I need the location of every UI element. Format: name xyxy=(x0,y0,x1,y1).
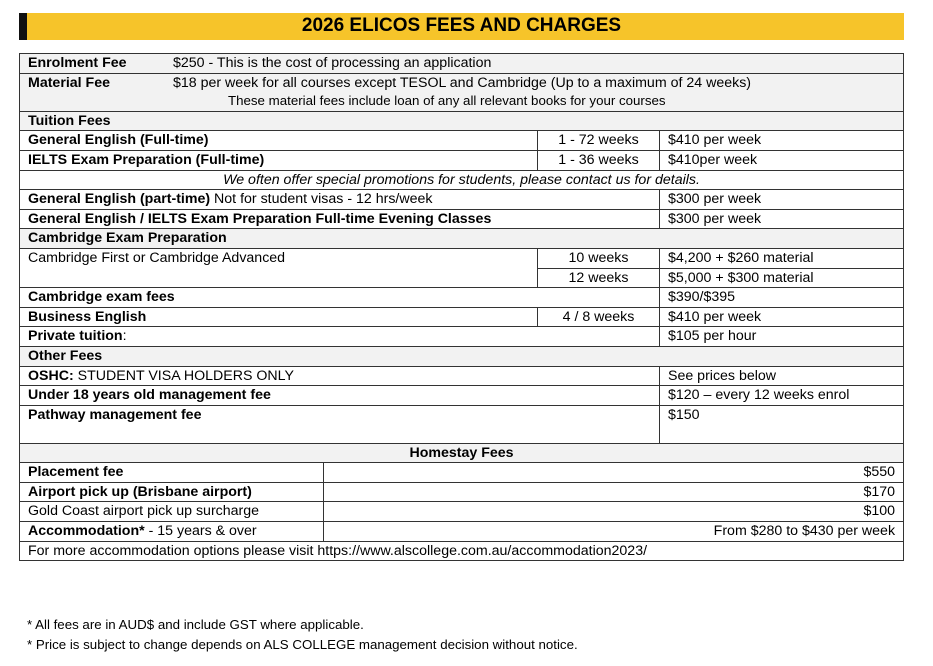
evening-classes-row xyxy=(20,209,904,229)
ielts-full-weeks: 1 - 36 weeks xyxy=(538,150,660,170)
goldcoast-price: $100 xyxy=(324,502,904,522)
under18-price: $120 – every 12 weeks enrol xyxy=(660,386,904,406)
cambridge-option-row xyxy=(20,248,904,268)
ielts-full-label: IELTS Exam Preparation (Full-time) xyxy=(20,150,538,170)
general-english-part-label: General English (part-time) xyxy=(28,191,211,208)
private-tuition-suffix: : xyxy=(122,328,127,345)
promo-row xyxy=(20,170,904,190)
oshc-note: STUDENT VISA HOLDERS ONLY xyxy=(73,367,294,384)
accommodation-more-row xyxy=(20,541,904,561)
pathway-price: $150 xyxy=(660,405,904,443)
private-tuition-row xyxy=(20,327,904,347)
cambridge-option-weeks: 12 weeks xyxy=(538,268,660,288)
business-english-weeks: 4 / 8 weeks xyxy=(538,307,660,327)
oshc-row xyxy=(20,366,904,386)
cambridge-option-price: $5,000 + $300 material xyxy=(660,268,904,288)
ielts-full-row xyxy=(20,150,904,170)
material-row xyxy=(20,73,904,111)
general-english-full-price: $410 per week xyxy=(660,131,904,151)
tuition-heading-row xyxy=(20,111,904,131)
private-tuition-label: Private tuition xyxy=(28,328,123,345)
cambridge-course-label: Cambridge First or Cambridge Advanced xyxy=(20,248,538,287)
placement-row xyxy=(20,463,904,483)
airport-row xyxy=(20,482,904,502)
accommodation-note: - 15 years & over xyxy=(144,523,257,540)
placement-label: Placement fee xyxy=(20,463,324,483)
general-english-part-price: $300 per week xyxy=(660,190,904,210)
title-banner xyxy=(19,13,904,40)
accommodation-price: From $280 to $430 per week xyxy=(324,522,904,542)
material-label: Material Fee xyxy=(28,74,111,91)
cambridge-exam-fees-label: Cambridge exam fees xyxy=(20,288,660,308)
general-english-part-row xyxy=(20,190,904,210)
under18-label: Under 18 years old management fee xyxy=(20,386,660,406)
business-english-price: $410 per week xyxy=(660,307,904,327)
ielts-full-price: $410per week xyxy=(660,150,904,170)
pathway-row xyxy=(20,405,904,443)
footnote: * Price is subject to change depends on ALS COLLEGE management decision without notice. xyxy=(27,637,578,652)
oshc-price: See prices below xyxy=(660,366,904,386)
goldcoast-row xyxy=(20,502,904,522)
goldcoast-label: Gold Coast airport pick up surcharge xyxy=(20,502,324,522)
business-english-row xyxy=(20,307,904,327)
accommodation-label: Accommodation* xyxy=(28,523,145,540)
other-fees-heading: Other Fees xyxy=(20,346,904,366)
fees-table xyxy=(19,53,904,561)
accommodation-row xyxy=(20,522,904,542)
enrolment-row xyxy=(20,54,904,74)
tuition-heading: Tuition Fees xyxy=(20,111,904,131)
airport-price: $170 xyxy=(324,482,904,502)
promo-text: We often offer special promotions for students, please contact us for details. xyxy=(20,170,904,190)
oshc-label: OSHC: xyxy=(28,367,74,384)
homestay-heading-row xyxy=(20,443,904,463)
evening-classes-price: $300 per week xyxy=(660,209,904,229)
cambridge-option-weeks: 10 weeks xyxy=(538,248,660,268)
general-english-full-weeks: 1 - 72 weeks xyxy=(538,131,660,151)
footnote: * All fees are in AUD$ and include GST where applicable. xyxy=(27,617,364,632)
material-note: These material fees include loan of any all relevant books for your courses xyxy=(228,93,666,109)
homestay-heading: Homestay Fees xyxy=(20,443,904,463)
evening-classes-label: General English / IELTS Exam Preparation Full-time Evening Classes xyxy=(20,209,660,229)
under18-row xyxy=(20,386,904,406)
accommodation-more-text: For more accommodation options please visit https://www.alscollege.com.au/accommodation2023/ xyxy=(20,541,904,561)
page-title: 2026 ELICOS FEES AND CHARGES xyxy=(301,15,622,36)
pathway-label: Pathway management fee xyxy=(20,405,660,443)
general-english-full-label: General English (Full-time) xyxy=(20,131,538,151)
placement-price: $550 xyxy=(324,463,904,483)
material-text: $18 per week for all courses except TESOL and Cambridge (Up to a maximum of 24 weeks) xyxy=(173,74,752,91)
business-english-label: Business English xyxy=(20,307,538,327)
airport-label: Airport pick up (Brisbane airport) xyxy=(20,482,324,502)
enrolment-label: Enrolment Fee xyxy=(28,55,127,71)
private-tuition-price: $105 per hour xyxy=(660,327,904,347)
cambridge-exam-fees-row xyxy=(20,288,904,308)
enrolment-text: $250 - This is the cost of processing an application xyxy=(173,55,492,71)
cambridge-heading-row xyxy=(20,229,904,249)
cambridge-option-price: $4,200 + $260 material xyxy=(660,248,904,268)
general-english-part-note: Not for student visas - 12 hrs/week xyxy=(210,191,433,208)
cambridge-heading: Cambridge Exam Preparation xyxy=(20,229,904,249)
footnotes xyxy=(27,615,578,655)
other-fees-heading-row xyxy=(20,346,904,366)
general-english-full-row xyxy=(20,131,904,151)
cambridge-exam-fees-price: $390/$395 xyxy=(660,288,904,308)
